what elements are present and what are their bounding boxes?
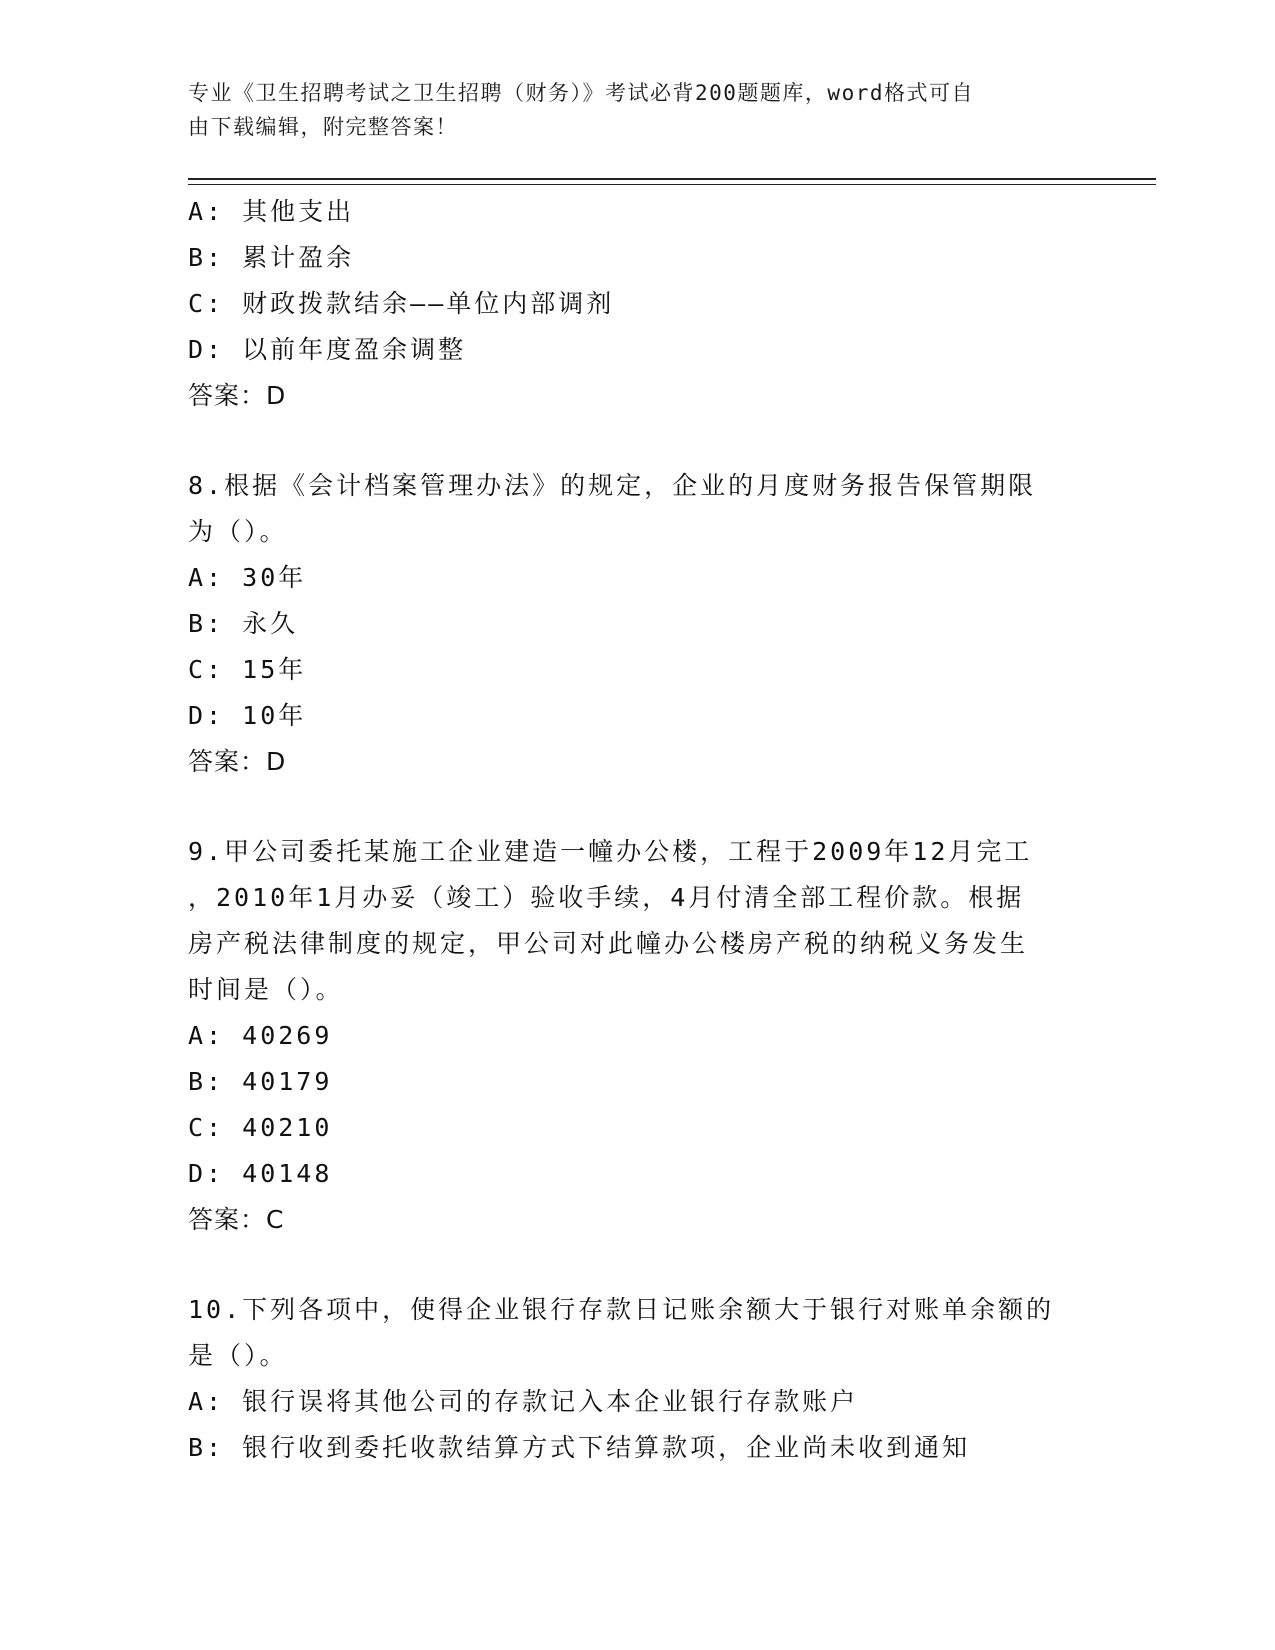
option-b: B: 永久	[188, 609, 299, 638]
header-rule-thin	[188, 184, 1156, 185]
question-text-line: 是（）。	[188, 1341, 288, 1370]
option-b: B: 银行收到委托收款结算方式下结算款项，企业尚未收到通知	[188, 1433, 971, 1462]
question-text-line: 房产税法律制度的规定，甲公司对此幢办公楼房产税的纳税义务发生	[188, 929, 1029, 958]
answer-line: 答案：C	[188, 1205, 285, 1234]
question-block-9	[188, 829, 1088, 1243]
question-block-8	[188, 463, 1088, 785]
question-block-10	[188, 1287, 1088, 1471]
question-text-line: 为（）。	[188, 517, 288, 546]
header-line-2: 由下载编辑，附完整答案！	[188, 115, 458, 139]
answer-line: 答案：D	[188, 747, 287, 776]
option-d: D: 10年	[188, 701, 307, 730]
question-text-line: ，2010年1月办妥（竣工）验收手续，4月付清全部工程价款。根据	[188, 883, 1025, 912]
question-text-line: 10.下列各项中，使得企业银行存款日记账余额大于银行对账单余额的	[188, 1295, 1055, 1324]
option-a: A: 银行误将其他公司的存款记入本企业银行存款账户	[188, 1387, 859, 1416]
spacer	[188, 785, 1088, 829]
option-a: A: 40269	[188, 1021, 333, 1050]
spacer	[188, 1243, 1088, 1287]
option-b: B: 累计盈余	[188, 243, 355, 272]
option-b: B: 40179	[188, 1067, 333, 1096]
option-d: D: 40148	[188, 1159, 333, 1188]
option-c: C: 15年	[188, 655, 307, 684]
question-text-line: 9.甲公司委托某施工企业建造一幢办公楼，工程于2009年12月完工	[188, 837, 1033, 866]
spacer	[188, 419, 1088, 463]
option-d: D: 以前年度盈余调整	[188, 335, 467, 364]
question-block-7	[188, 189, 1088, 419]
option-a: A: 30年	[188, 563, 307, 592]
option-a: A: 其他支出	[188, 197, 355, 226]
header-rule-thick	[188, 178, 1156, 180]
question-text-line: 8.根据《会计档案管理办法》的规定，企业的月度财务报告保管期限	[188, 471, 1037, 500]
answer-line: 答案：D	[188, 381, 287, 410]
question-text-line: 时间是（）。	[188, 975, 344, 1004]
option-c: C: 40210	[188, 1113, 333, 1142]
document-body	[188, 189, 1088, 1471]
document-header	[188, 76, 1068, 144]
header-line-1: 专业《卫生招聘考试之卫生招聘（财务）》考试必背200题题库，word格式可自	[188, 81, 974, 105]
option-c: C: 财政拨款结余——单位内部调剂	[188, 289, 615, 318]
